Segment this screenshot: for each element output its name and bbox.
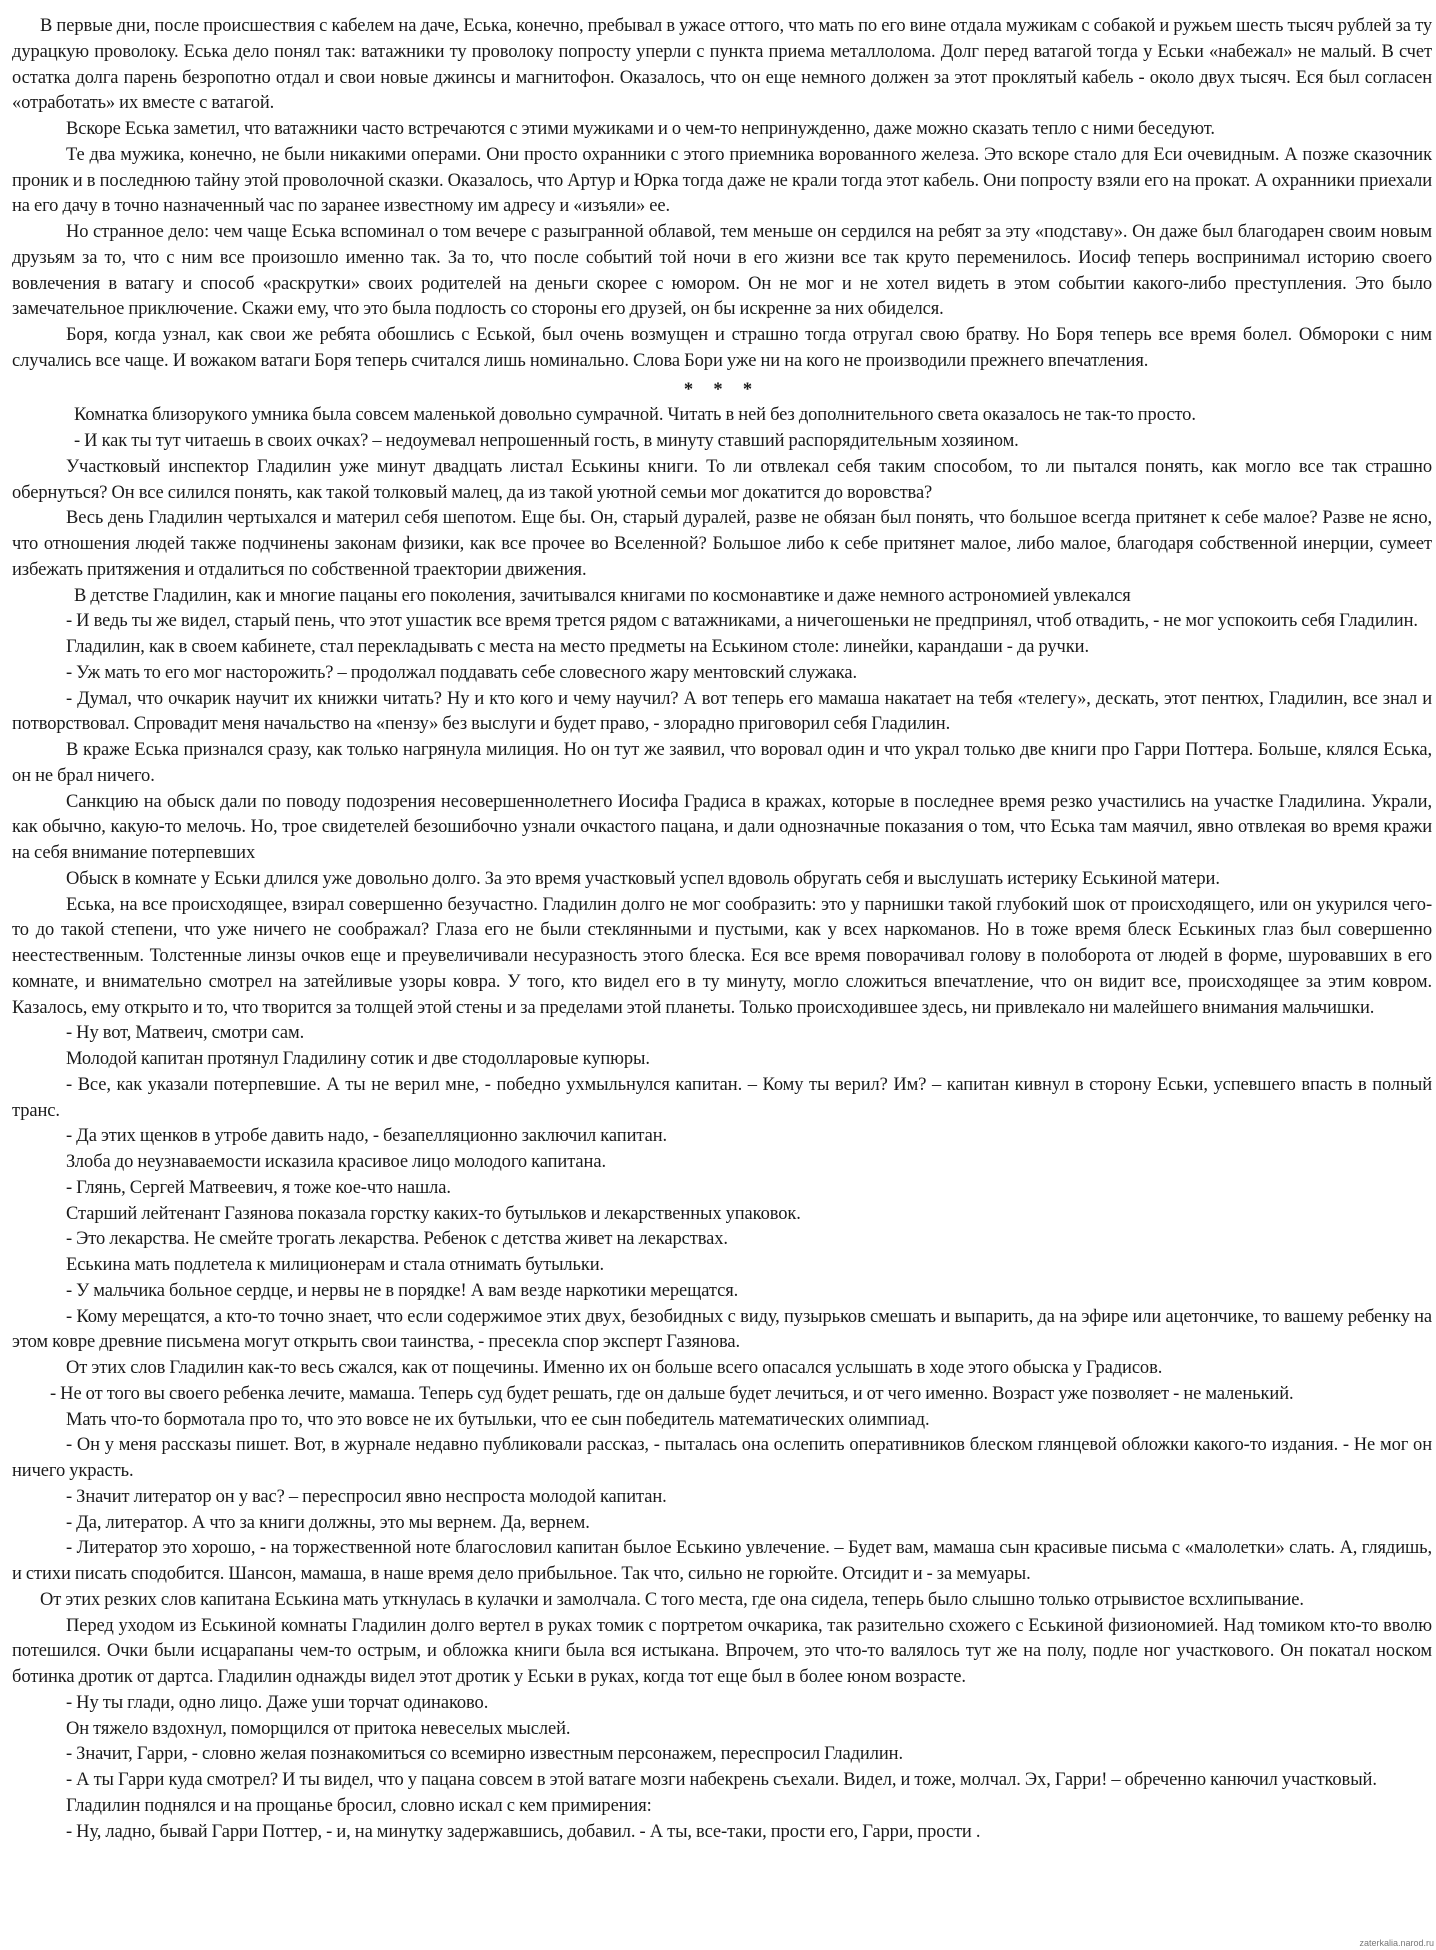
- paragraph: - И как ты тут читаешь в своих очках? – недоумевал непрошенный гость, в минуту ставший распорядительным хозяином.: [74, 431, 1019, 451]
- paragraph: - Ну вот, Матвеич, смотри сам.: [66, 1023, 305, 1044]
- paragraph: В первые дни, после происшествия с кабелем на даче, Еська, конечно, пребывал в ужасе оттого, что мать по его вине отдала мужикам с собакой и ружьем шесть тысяч рублей за ту дурацкую проволоку. Еська дело понял так: ватажники ту проволоку попросту уперли с пункта приема металлолома. Долг перед ватагой тогда у Еськи «набежал» не малый. В счет остатка долга парень безропотно отдал и свои новые джинсы и магнитофон. Оказалось, что он еще немного должен за этот проклятый кабель - около двух тысяч. Еся был согласен «отработать» их вместе с ватагой.: [12, 16, 1432, 114]
- paragraph: Старший лейтенант Газянова показала горстку каких-то бутыльков и лекарственных упаковок.: [66, 1203, 801, 1224]
- paragraph: Обыск в комнате у Еськи длился уже довольно долго. За это время участковый успел вдоволь обругать себя и выслушать истерику Еськиной матери.: [66, 868, 1220, 889]
- paragraph: - Глянь, Сергей Матвеевич, я тоже кое-что нашла.: [66, 1177, 451, 1198]
- paragraph: - Он у меня рассказы пишет. Вот, в журнале недавно публиковали рассказ, - пыталась она ослепить оперативников блеском глянцевой обложки какого-то издания. - Не мог он ничего украсть.: [12, 1435, 1432, 1481]
- paragraph: Гладилин, как в своем кабинете, стал перекладывать с места на место предметы на Еськином столе: линейки, карандаши - да ручки.: [66, 637, 1089, 657]
- paragraph: Боря, когда узнал, как свои же ребята обошлись с Еськой, был очень возмущен и страшно тогда отругал свою братву. Но Боря теперь все время болел. Обмороки с ним случались все чаще. И вожаком ватаги Боря теперь считался лишь номинально. Слова Бори уже ни на кого не производили прежнего впечатления.: [12, 325, 1432, 371]
- paragraph: - У мальчика больное сердце, и нервы не в порядке! А вам везде наркотики мерещатся.: [66, 1280, 739, 1301]
- paragraph: - А ты Гарри куда смотрел? И ты видел, что у пацана совсем в этой ватаге мозги набекрень съехали. Видел, и тоже, молчал. Эх, Гарри! – обреченно канючил участковый.: [66, 1770, 1377, 1790]
- paragraph: Комнатка близорукого умника была совсем маленькой довольно сумрачной. Читать в ней без дополнительного света оказалось не так-то просто.: [74, 405, 1196, 426]
- paragraph: Участковый инспектор Гладилин уже минут двадцать листал Еськины книги. То ли отвлекал себя таким способом, то ли пытался понять, как могло все так страшно обернуться? Он все силился понять, как такой толковый малец, да из такой уютной семьи мог докатится до воровства?: [12, 456, 1432, 503]
- paragraph: От этих резких слов капитана Еськина мать уткнулась в кулачки и замолчала. С того места, где она сидела, теперь было слышно только отрывистое всхлипывание.: [40, 1589, 1304, 1610]
- paragraph: Те два мужика, конечно, не были никакими операми. Они просто охранники с этого приемника ворованного железа. Это вскоре стало для Еси очевидным. А позже сказочник проник и в последнюю тайну этой проволочной сказки. Оказалось, что Артур и Юрка тогда даже не крали тогда этот кабель. Они попросту взяли его на прокат. А охранники приехали на его дачу в точно назначенный час по заранее известному им адресу и «изъяли» ее.: [12, 144, 1432, 217]
- section-separator: * * *: [683, 379, 761, 400]
- paragraph: Но странное дело: чем чаще Еська вспоминал о том вечере с разыгранной облавой, тем меньше он сердился на ребят за эту «подставу». Он даже был благодарен своим новым друзьям за то, что с ним все произошло именно так. За то, что после событий той ночи в его жизни все так круто переменилось. Иосиф теперь воспринимал историю своего вовлечения в ватагу и способ «раскрутки» своих родителей на деньги скорее с юмором. Он не мог и не хотел видеть в этом событии какого-либо преступления. Это было замечательное приключение. Скажи ему, что это была подлость со стороны его друзей, он бы искренне за них обиделся.: [12, 222, 1432, 320]
- paragraph: Молодой капитан протянул Гладилину сотик и две стодолларовые купюры.: [66, 1049, 650, 1069]
- paragraph: Гладилин поднялся и на прощанье бросил, словно искал с кем примирения:: [66, 1795, 652, 1816]
- paragraph: Он тяжело вздохнул, поморщился от притока невеселых мыслей.: [66, 1718, 571, 1739]
- paragraph: - Да этих щенков в утробе давить надо, - безапелляционно заключил капитан.: [66, 1126, 668, 1147]
- paragraph: - Значит, Гарри, - словно желая познакомиться со всемирно известным персонажем, переспросил Гладилин.: [66, 1744, 903, 1765]
- paragraph: - Думал, что очкарик научит их книжки читать? Ну и кто кого и чему научил? А вот теперь его мамаша накатает на тебя «телегу», дескать, этот пентюх, Гладилин, все знал и потворствовал. Спровадит меня начальство на «пензу» без выслуги и будет право, - злорадно приговорил себя Гладилин.: [12, 688, 1432, 735]
- paragraph: Еська, на все происходящее, взирал совершенно безучастно. Гладилин долго не мог сообразить: это у парнишки такой глубокий шок от происходящего, или он укурился чего-то до такой степени, что уже ничего не соображал? Глаза его не были стеклянными и пустыми, как у всех наркоманов. Но в тоже время блеск Еськиных глаз был совершенно неестественным. Толстенные линзы очков еще и преувеличивали несуразность этого блеска. Еся все время поворачивал голову в полоборота от людей в форме, шуровавших в его комнате, и внимательно смотрел на затейливые узоры ковра. У того, кто видел его в ту минуту, могло сложиться впечатление, что он видит все, происходящее за этим ковром. Казалось, ему открыто и то, что творится за толщей этой стены и за пределами этой планеты. Только происходившее здесь, ни привлекало ни малейшего внимания мальчишки.: [12, 894, 1432, 1018]
- paragraph: - Уж мать то его мог насторожить? – продолжал поддавать себе словесного жару ментовский служака.: [66, 662, 857, 683]
- paragraph: В краже Еська признался сразу, как только нагрянула милиция. Но он тут же заявил, что воровал один и что украл только две книги про Гарри Поттера. Больше, клялся Еська, он не брал ничего.: [12, 740, 1432, 786]
- paragraph: - И ведь ты же видел, старый пень, что этот ушастик все время трется рядом с ватажниками, а ничегошеньки не предпринял, чтоб отвадить, - не мог успокоить себя Гладилин.: [66, 611, 1418, 632]
- paragraph: - Ну ты глади, одно лицо. Даже уши торчат одинаково.: [66, 1692, 489, 1713]
- paragraph: - Все, как указали потерпевшие. А ты не верил мне, - победно ухмыльнулся капитан. – Кому ты верил? Им? – капитан кивнул в сторону Еськи, успевшего впасть в полный транс.: [12, 1074, 1432, 1121]
- paragraph: Еськина мать подлетела к милиционерам и стала отнимать бутыльки.: [66, 1255, 605, 1275]
- paragraph: - Литератор это хорошо, - на торжественной ноте благословил капитан былое Еськино увлечение. – Будет вам, мамаша сын красивые письма с «малолетки» слать. А, глядишь, и стихи писать сподобится. Шансон, мамаша, в наше время дело прибыльное. Так что, сильно не горюйте. Отсидит и - за мемуары.: [12, 1538, 1432, 1584]
- paragraph: - Ну, ладно, бывай Гарри Поттер, - и, на минутку задержавшись, добавил. - А ты, все-таки, прости его, Гарри, прости .: [66, 1821, 981, 1842]
- paragraph: - Значит литератор он у вас? – переспросил явно неспроста молодой капитан.: [66, 1486, 667, 1507]
- paragraph: В детстве Гладилин, как и многие пацаны его поколения, зачитывался книгами по космонавтике и даже немного астрономией увлекался: [74, 585, 1131, 606]
- watermark: zaterkalia.narod.ru: [1359, 1938, 1434, 1948]
- paragraph: От этих слов Гладилин как-то весь сжался, как от пощечины. Именно их он больше всего опасался услышать в ходе этого обыска у Градисов.: [66, 1358, 1163, 1378]
- paragraph: - Не от того вы своего ребенка лечите, мамаша. Теперь суд будет решать, где он дальше будет лечиться, и от чего именно. Возраст уже позволяет - не маленький.: [50, 1383, 1294, 1404]
- paragraph: Мать что-то бормотала про то, что это вовсе не их бутыльки, что ее сын победитель математических олимпиад.: [66, 1409, 930, 1430]
- document-text: [12, 14, 1432, 1845]
- paragraph: Весь день Гладилин чертыхался и материл себя шепотом. Еще бы. Он, старый дуралей, разве не обязан был понять, что большое всегда притянет к себе малое? Разве не ясно, что отношения людей также подчинены законам физики, как все прочее во Вселенной? Большое либо к себе притянет малое, либо малое, благодаря собственной инерции, сумеет избежать притяжения и отдалиться по собственной траектории движения.: [12, 508, 1432, 580]
- paragraph: - Да, литератор. А что за книги должны, это мы вернем. Да, вернем.: [66, 1512, 590, 1533]
- paragraph: - Кому мерещатся, а кто-то точно знает, что если содержимое этих двух, безобидных с виду, пузырьков смешать и выпарить, да на эфире или ацетончике, то вашему ребенку на этом ковре древние письмена могут открыть свои таинства, - пресекла спор эксперт Газянова.: [12, 1306, 1432, 1353]
- paragraph: Санкцию на обыск дали по поводу подозрения несовершеннолетнего Иосифа Градиса в кражах, которые в последнее время резко участились на участке Гладилина. Украли, как обычно, какую-то мелочь. Но, трое свидетелей безошибочно узнали очкастого пацана, и дали однозначные показания о том, что Еська там маячил, явно отвлекая во время кражи на себя внимание потерпевших: [12, 791, 1432, 863]
- paragraph: Вскоре Еська заметил, что ватажники часто встречаются с этими мужиками и о чем-то непринужденно, даже можно сказать тепло с ними беседуют.: [66, 119, 1215, 139]
- paragraph: Перед уходом из Еськиной комнаты Гладилин долго вертел в руках томик с портретом очкарика, так разительно схожего с Еськиной физиономией. Над томиком кто-то вволю потешился. Очки были исцарапаны чем-то острым, и обложка книги была вся истыкана. Впрочем, это что-то валялось тут же на полу, подле ног участкового. Он покатал носком ботинка дротик от дартса. Гладилин однажды видел этот дротик у Еськи в руках, когда тот еще был в более юном возрасте.: [12, 1615, 1432, 1687]
- paragraph: Злоба до неузнаваемости исказила красивое лицо молодого капитана.: [66, 1152, 606, 1172]
- paragraph: - Это лекарства. Не смейте трогать лекарства. Ребенок с детства живет на лекарствах.: [66, 1229, 728, 1250]
